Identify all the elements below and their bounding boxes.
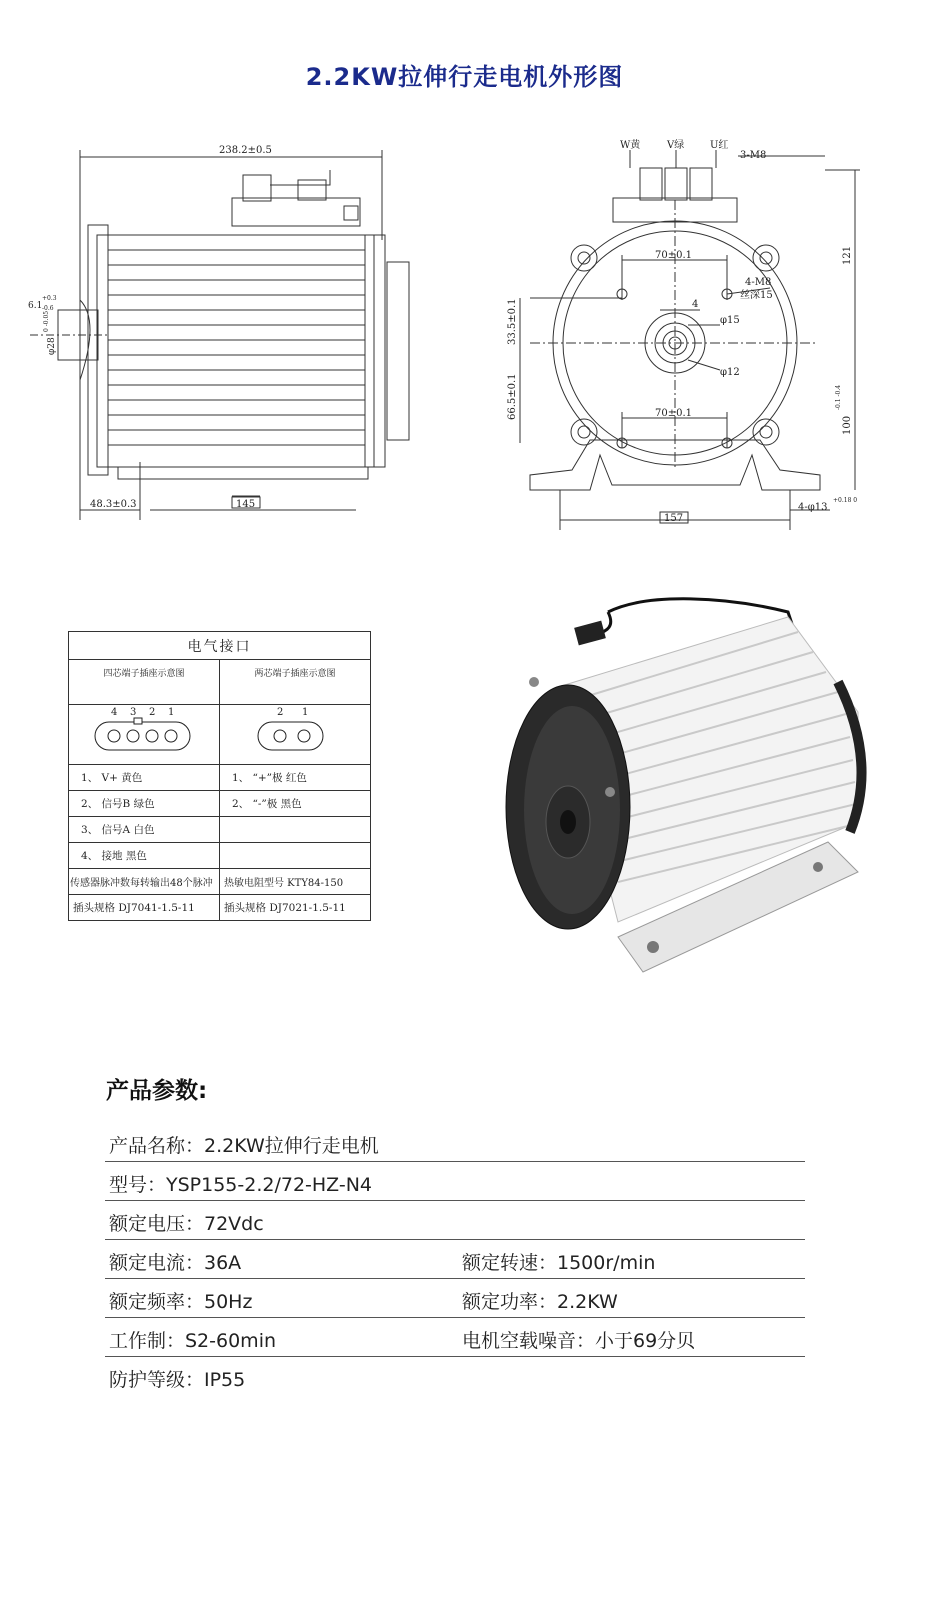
dim-foot: 145 — [236, 499, 256, 510]
dim-offset: 48.3±0.3 — [90, 499, 137, 510]
dim-4: 4 — [692, 299, 699, 310]
dim-center-tol: -0.1 -0.4 — [835, 384, 842, 410]
pin-desc: 2、 信号B 绿色 — [69, 791, 220, 817]
pin-label: 1 — [302, 707, 309, 718]
param-protection: 防护等级：IP55 — [109, 1369, 246, 1391]
pin-label: 4 — [111, 707, 118, 718]
four-pin-plug-spec: 插头规格 DJ7041-1.5-11 — [69, 895, 220, 921]
param-row — [105, 1279, 805, 1318]
table-header: 电气接口 — [69, 632, 371, 660]
dim-phi15: φ15 — [720, 315, 740, 326]
dim-shaft-dia-tol: 0 -0.05 — [43, 310, 50, 332]
dim-v2: 66.5±0.1 — [507, 373, 518, 420]
dim-thread: 丝深15 — [740, 290, 773, 301]
pin-desc: 2、 “-”极 黑色 — [220, 791, 371, 817]
dim-shaft-dia: φ28 — [47, 337, 57, 355]
dim-height: 121 — [842, 245, 853, 265]
pin-label: 2 — [149, 707, 156, 718]
param-row — [105, 1201, 805, 1240]
param-current: 额定电流：36A — [109, 1252, 242, 1274]
pin-desc: 1、 “+”极 红色 — [220, 765, 371, 791]
label-w: W黄 — [620, 140, 641, 151]
pin-label: 2 — [277, 707, 284, 718]
two-pin-title: 两芯端子插座示意图 — [220, 660, 371, 705]
sensor-note: 传感器脉冲数每转输出48个脉冲 — [69, 869, 220, 895]
pin-label: 1 — [168, 707, 175, 718]
param-duty: 工作制：S2-60min — [109, 1330, 277, 1352]
param-row — [105, 1240, 805, 1279]
motor-photo — [498, 592, 876, 984]
dim-v1: 33.5±0.1 — [507, 298, 518, 345]
dim-holes: 4-M8 — [745, 277, 772, 288]
param-row — [105, 1162, 805, 1201]
two-pin-diagram — [220, 705, 371, 765]
product-params — [105, 1072, 805, 1395]
empty-cell — [220, 817, 371, 843]
dim-base: 157 — [664, 513, 684, 524]
param-row — [105, 1357, 805, 1395]
pin-label: 3 — [130, 707, 137, 718]
pin-desc: 4、 接地 黑色 — [69, 843, 220, 869]
label-v: V绿 — [667, 140, 685, 151]
electrical-interface-table — [68, 631, 370, 923]
dim-shaft-top-tol-upper: +0.3 — [42, 295, 57, 302]
page-title: 2.2KW拉伸行走电机外形图 — [305, 63, 624, 91]
dim-hole-spacing-bottom: 70±0.1 — [655, 408, 693, 419]
pin-desc: 3、 信号A 白色 — [69, 817, 220, 843]
four-pin-title: 四芯端子插座示意图 — [69, 660, 220, 705]
two-pin-plug-spec: 插头规格 DJ7021-1.5-11 — [220, 895, 371, 921]
dim-shaft-top: 6.1 — [28, 301, 43, 311]
param-voltage: 额定电压：72Vdc — [109, 1213, 264, 1235]
dim-phi12: φ12 — [720, 367, 740, 378]
param-noise: 电机空载噪音：小于69分贝 — [462, 1330, 696, 1352]
param-frequency: 额定频率：50Hz — [109, 1291, 253, 1313]
dim-length: 238.2±0.5 — [219, 145, 272, 156]
param-name: 产品名称：2.2KW拉伸行走电机 — [109, 1135, 379, 1157]
four-pin-diagram — [69, 705, 220, 765]
dim-shaft-top-tol-lower: -0.6 — [42, 305, 54, 312]
param-row — [105, 1123, 805, 1162]
dim-terminal: 3-M8 — [740, 150, 767, 161]
param-speed: 额定转速：1500r/min — [462, 1252, 656, 1274]
param-model: 型号：YSP155-2.2/72-HZ-N4 — [109, 1174, 373, 1196]
label-u: U红 — [710, 140, 729, 151]
dim-base-holes-tol: +0.18 0 — [833, 497, 858, 504]
dim-center-height: 100 — [842, 415, 853, 435]
empty-cell — [220, 843, 371, 869]
pin-desc: 1、 V+ 黄色 — [69, 765, 220, 791]
dim-hole-spacing-top: 70±0.1 — [655, 250, 693, 261]
param-row — [105, 1318, 805, 1357]
param-power: 额定功率：2.2KW — [462, 1291, 618, 1313]
dim-base-holes: 4-φ13 — [798, 502, 828, 513]
params-heading: 产品参数: — [106, 1078, 208, 1104]
outline-drawing — [0, 0, 929, 560]
thermistor-model: 热敏电阻型号 KTY84-150 — [220, 869, 371, 895]
